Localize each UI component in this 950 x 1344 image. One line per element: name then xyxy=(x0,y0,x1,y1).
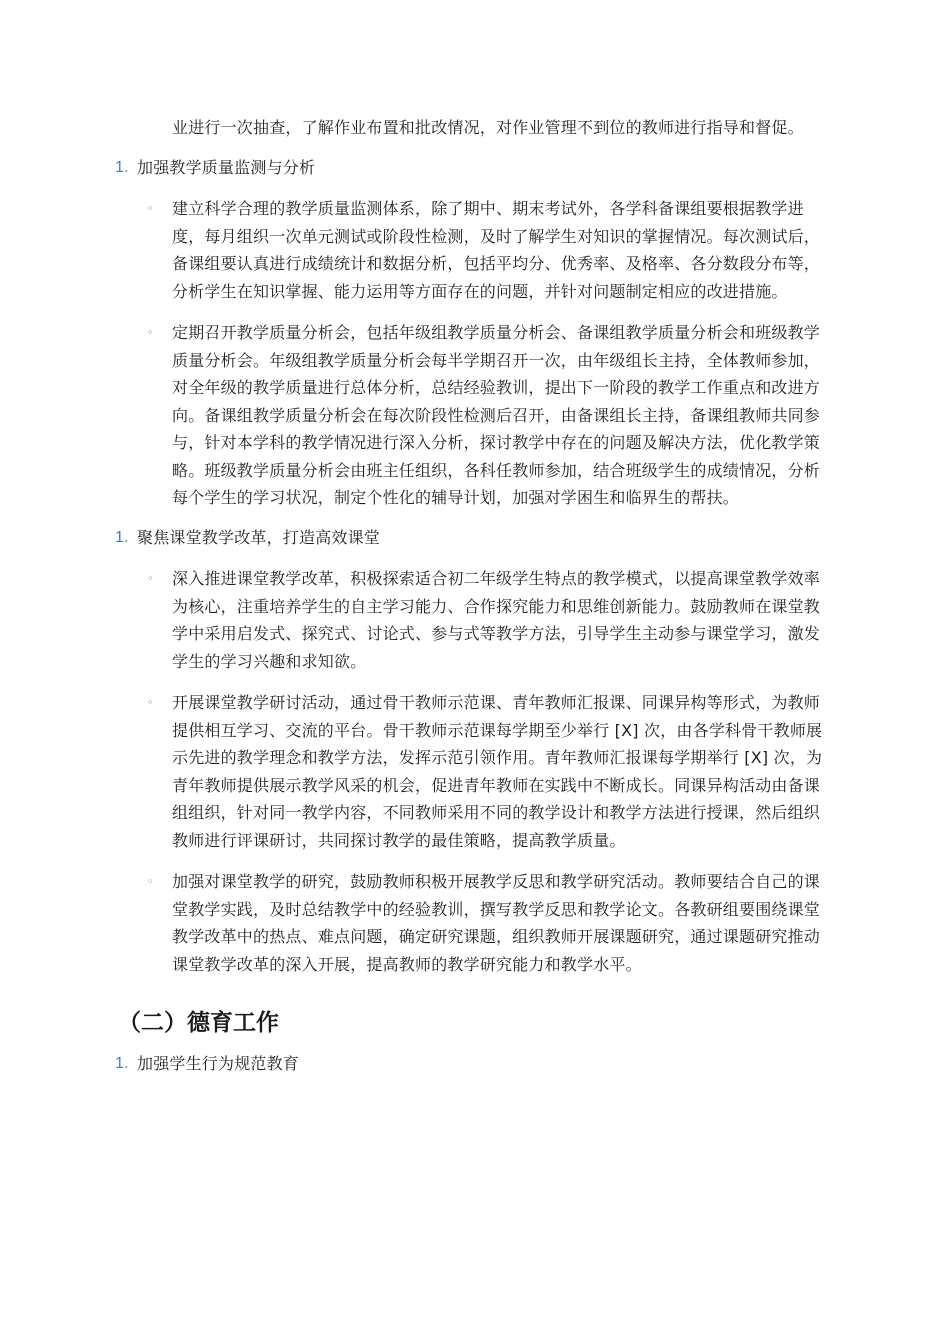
list-item xyxy=(147,565,832,675)
list-item xyxy=(147,868,832,978)
numbered-item xyxy=(115,524,837,552)
list-item xyxy=(147,195,832,305)
continuation-paragraph: 业进行一次抽查，了解作业布置和批改情况，对作业管理不到位的教师进行指导和督促。 xyxy=(172,118,804,137)
numbered-item xyxy=(115,1050,837,1078)
item-title: 加强教学质量监测与分析 xyxy=(137,157,316,177)
list-number: 1. xyxy=(115,158,129,176)
item-title: 加强学生行为规范教育 xyxy=(137,1054,300,1073)
bullet-icon: ◦ xyxy=(147,696,154,709)
item-title: 聚焦课堂教学改革，打造高效课堂 xyxy=(137,527,381,547)
document-content xyxy=(0,114,950,1078)
list-number: 1. xyxy=(115,1055,129,1072)
bullet-text: 开展课堂教学研讨活动，通过骨干教师示范课、青年教师汇报课、同课异构等形式，为教师提供相互学习、交流的平台。骨干教师示范课每学期至少举行 [X] 次，由各学科骨干教师展示先进的教学理念和教学方法，发挥示范引领作用。青年教师汇报课每学期举行 [X] 次，为青年教师提供展示教学风采的机会，促进青年教师在实践中不断成长。同课异构活动由备课组组织，针对同一教学内容，不同教师采用不同的教学设计和教学方法进行授课，然后组织教师进行评课研讨，共同探讨教学的最佳策略，提高教学质量。 xyxy=(172,693,823,850)
bullet-icon: ◦ xyxy=(147,875,154,888)
bullet-text: 定期召开教学质量分析会，包括年级组教学质量分析会、备课组教学质量分析会和班级教学质量分析会。年级组教学质量分析会每半学期召开一次，由年级组长主持，全体教师参加，对全年级的教学质量进行总体分析，总结经验教训，提出下一阶段的教学工作重点和改进方向。备课组教学质量分析会在每次阶段性检测后召开，由备课组长主持，备课组教师共同参与，针对本学科的教学情况进行深入分析，探讨教学中存在的问题及解决方法，优化教学策略。班级教学质量分析会由班主任组织，各科任教师参加，结合班级学生的成绩情况，分析每个学生的学习状况，制定个性化的辅导计划，加强对学困生和临界生的帮扶。 xyxy=(172,323,821,507)
list-number: 1. xyxy=(115,528,129,546)
bullet-text: 建立科学合理的教学质量监测体系，除了期中、期末考试外，各学科备课组要根据教学进度，每月组织一次单元测试或阶段性检测，及时了解学生对知识的掌握情况。每次测试后，备课组要认真进行成绩统计和数据分析，包括平均分、优秀率、及格率、各分数段分布等，分析学生在知识掌握、能力运用等方面存在的问题，并针对问题制定相应的改进措施。 xyxy=(172,199,821,301)
bullet-icon: ◦ xyxy=(147,572,154,585)
bullet-icon: ◦ xyxy=(147,326,154,339)
numbered-item xyxy=(115,154,837,182)
section-heading: （二）德育工作 xyxy=(118,1010,279,1036)
bullet-icon: ◦ xyxy=(147,202,154,215)
bullet-text: 深入推进课堂教学改革，积极探索适合初二年级学生特点的教学模式，以提高课堂教学效率为核心，注重培养学生的自主学习能力、合作探究能力和思维创新能力。鼓励教师在课堂教学中采用启发式、探究式、讨论式、参与式等教学方法，引导学生主动参与课堂学习，激发学生的学习兴趣和求知欲。 xyxy=(172,569,821,671)
bullet-list xyxy=(0,565,950,978)
list-item xyxy=(147,319,832,512)
bullet-list xyxy=(0,195,950,512)
bullet-text: 加强对课堂教学的研究，鼓励教师积极开展教学反思和教学研究活动。教师要结合自己的课堂教学实践，及时总结教学中的经验教训，撰写教学反思和教学论文。各教研组要围绕课堂教学改革中的热点、难点问题，确定研究课题，组织教师开展课题研究，通过课题研究推动课堂教学改革的深入开展，提高教师的教学研究能力和教学水平。 xyxy=(172,872,821,974)
list-item xyxy=(147,689,832,854)
